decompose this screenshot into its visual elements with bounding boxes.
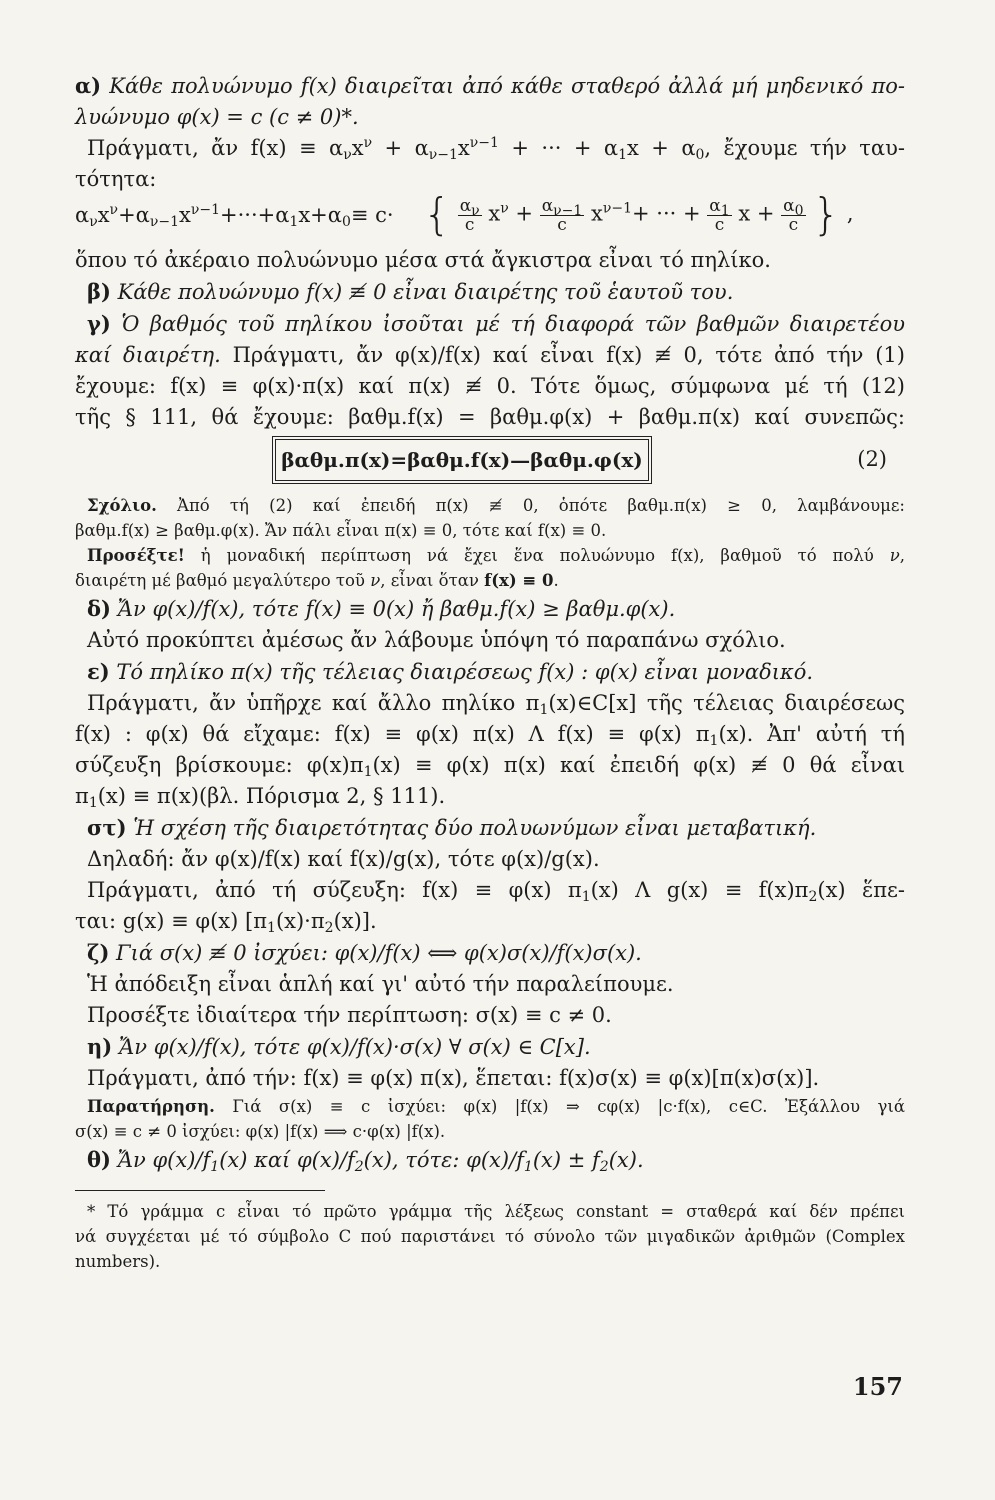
paragraph-a-line-2: λυώνυμο φ(x) = c (c ≠ 0)*. [75, 105, 359, 129]
boxed-formula-row [75, 433, 905, 493]
paragraph-b-line-1: β) Κάθε πολυώνυμο f(x) ≢ 0 εἶναι διαιρέτης τοῦ ἑαυτοῦ του. [87, 279, 734, 304]
paragraph-e-line-1: ε) Τό πηλίκο π(x) τῆς τέλειας διαιρέσεως f(x) : φ(x) εἶναι μοναδικό. [87, 659, 814, 684]
paragraph-st-line-4: ται: g(x) ≡ φ(x) $[\pi_1(x)\cdot\pi_2(x)]$. [75, 909, 377, 936]
equation-tag: (2) [857, 447, 887, 471]
footnote-line-2: νά συγχέεται μέ τό σύμβολο C πού παριστάνει τό σύνολο τῶν μιγαδικῶν ἀριθμῶν (Complex [75, 1227, 905, 1246]
page-body [75, 70, 905, 1274]
paragraph-g-line-3: ἔχουμε: f(x) ≡ φ(x)·π(x) καί π(x) ≢ 0. Τότε ὅμως, σύμφωνα μέ τή (12) [75, 374, 905, 398]
attention-line-2: διαιρέτη μέ βαθμό μεγαλύτερο τοῦ ν, εἶναι ὅταν f(x) ≡ 0. [75, 571, 559, 590]
paragraph-st-line-1: στ) Ἡ σχέση τῆς διαιρετότητας δύο πολυωνύμων εἶναι μεταβατική. [87, 815, 817, 840]
paragraph-st-line-2: Δηλαδή: ἄν φ(x)/f(x) καί f(x)/g(x), τότε φ(x)/g(x). [87, 847, 600, 871]
paragraph-g-line-2: καί διαιρέτη. Πράγματι, ἄν φ(x)/f(x) καί εἶναι f(x) ≢ 0, τότε ἀπό τήν (1) [75, 343, 905, 367]
paragraph-a-line-5: ὅπου τό ἀκέραιο πολυώνυμο μέσα στά ἄγκιστρα εἶναι τό πηλίκο. [75, 248, 771, 272]
boxed-degree-formula: βαθμ.π(x)=βαθμ.f(x)—βαθμ.φ(x) [275, 439, 649, 481]
paragraph-g-line-4: τῆς § 111, θά ἔχουμε: βαθμ.f(x) = βαθμ.φ(x) + βαθμ.π(x) καί συνεπῶς: [75, 405, 905, 429]
paragraph-st-line-3: Πράγματι, ἀπό τή σύζευξη: f(x) ≡ φ(x) $\pi_1(x)$ Λ $g(x) \equiv f(x)\pi_2(x)$ ἕπε- [87, 878, 906, 905]
paragraph-a-line-1: α) Κάθε πολυώνυμο f(x) διαιρεῖται ἀπό κάθε σταθερό ἀλλά μή μηδενικό πο- [75, 73, 905, 98]
paragraph-g-line-1: γ) Ὁ βαθμός τοῦ πηλίκου ἰσοῦται μέ τή διαφορά τῶν βαθμῶν διαιρετέου [87, 311, 905, 336]
footnote-rule [75, 1190, 325, 1191]
paragraph-e-line-5: $\pi_1(x) \equiv \pi(x)(\beta\lambda$. Πόρισμα 2, § 111). [75, 784, 446, 811]
paragraph-z-line-2: Ἡ ἀπόδειξη εἶναι ἁπλή καί γι' αὐτό τήν παραλείπουμε. [87, 972, 674, 996]
footnote-line-3: numbers). [75, 1252, 161, 1271]
footnote-line-1: * Τό γράμμα c εἶναι τό πρῶτο γράμμα τῆς λέξεως constant = σταθερά καί δέν πρέπει [87, 1202, 905, 1221]
paragraph-e-line-3: f(x) : φ(x) θά εἴχαμε: f(x) ≡ φ(x) π(x) Λ f(x) ≡ φ(x) $\pi_1(x)$. Ἀπ' αὐτή τή [75, 722, 905, 749]
paragraph-e-line-4: σύζευξη βρίσκουμε: $\varphi(x)\pi_1(x) \equiv \varphi(x)$ π(x) καί ἐπειδή φ(x) ≢ 0 θά εἶναι [75, 753, 905, 780]
paragraph-a-line-4: τότητα: [75, 167, 157, 191]
observation-line-1: Παρατήρηση. Γιά σ(x) ≡ c ἰσχύει: φ(x) |f(x) ⇒ cφ(x) |c·f(x), c∈C. Ἐξάλλου γιά [87, 1097, 905, 1116]
page-number: 157 [852, 1372, 903, 1401]
paragraph-z-line-3: Προσέξτε ἰδιαίτερα τήν περίπτωση: σ(x) ≡ c ≠ 0. [87, 1003, 612, 1027]
remark-line-1: Σχόλιο. Ἀπό τή (2) καί ἐπειδή π(x) ≢ 0, ὁπότε βαθμ.π(x) ≥ 0, λαμβάνουμε: [87, 496, 905, 515]
paragraph-th-line-1: θ) Ἄν $\varphi(x)/f_1(x)$ καί $\varphi(x)/f_2(x)$, τότε: $\varphi(x)/f_1(x) \pm f_2(x)$. [87, 1147, 644, 1175]
paragraph-h-line-1: η) Ἄν φ(x)/f(x), τότε φ(x)/f(x)·σ(x) ∀ σ(x) ∈ C[x]. [87, 1034, 591, 1059]
paragraph-d-line-1: δ) Ἄν φ(x)/f(x), τότε f(x) ≡ 0(x) ἤ βαθμ.f(x) ≥ βαθμ.φ(x). [87, 596, 676, 621]
paragraph-h-line-2: Πράγματι, ἀπό τήν: f(x) ≡ φ(x) π(x), ἕπεται: f(x)σ(x) ≡ φ(x)[π(x)σ(x)]. [87, 1066, 820, 1090]
identity-equation: $\alpha_\nu x^\nu+\alpha_{\nu-1}x^{\nu-1}+\cdot\cdot\cdot+\alpha_1x+\alpha_0\equiv c\cdot$ { $\frac{\alpha_\nu}{c}$ $x^\nu$ + $\frac{\alpha_{\nu-1}}{c}$ $x^{\nu-1}+$ ··· + $\frac{\alpha_1}{c}$ x + $\frac{\alpha_0}{c}$ } , [75, 189, 854, 240]
observation-line-2: σ(x) ≡ c ≠ 0 ἰσχύει: φ(x) |f(x) ⟹ c·φ(x) |f(x). [75, 1122, 446, 1141]
paragraph-e-line-2: Πράγματι, ἄν ὑπῆρχε καί ἄλλο πηλίκο $\pi_1(x)\in C[x]$ τῆς τέλειας διαιρέσεως [87, 691, 905, 718]
paragraph-d-line-2: Αὐτό προκύπτει ἀμέσως ἄν λάβουμε ὑπόψη τό παραπάνω σχόλιο. [87, 628, 786, 652]
paragraph-z-line-1: ζ) Γιά σ(x) ≢ 0 ἰσχύει: φ(x)/f(x) ⟺ φ(x)σ(x)/f(x)σ(x). [87, 940, 642, 965]
attention-line-1: Προσέξτε! ἡ μοναδική περίπτωση νά ἔχει ἕνα πολυώνυμο f(x), βαθμοῦ τό πολύ ν, [87, 546, 905, 565]
remark-line-2: βαθμ.f(x) ≥ βαθμ.φ(x). Ἄν πάλι εἶναι π(x) ≡ 0, τότε καί f(x) ≡ 0. [75, 521, 607, 540]
paragraph-a-line-3: Πράγματι, ἄν $f(x) \equiv \alpha_\nu x^\nu + \alpha_{\nu-1}x^{\nu-1}$ + ··· + $\alpha_1x + \alpha_0$, ἔχουμε τήν ταυ- [87, 135, 905, 163]
